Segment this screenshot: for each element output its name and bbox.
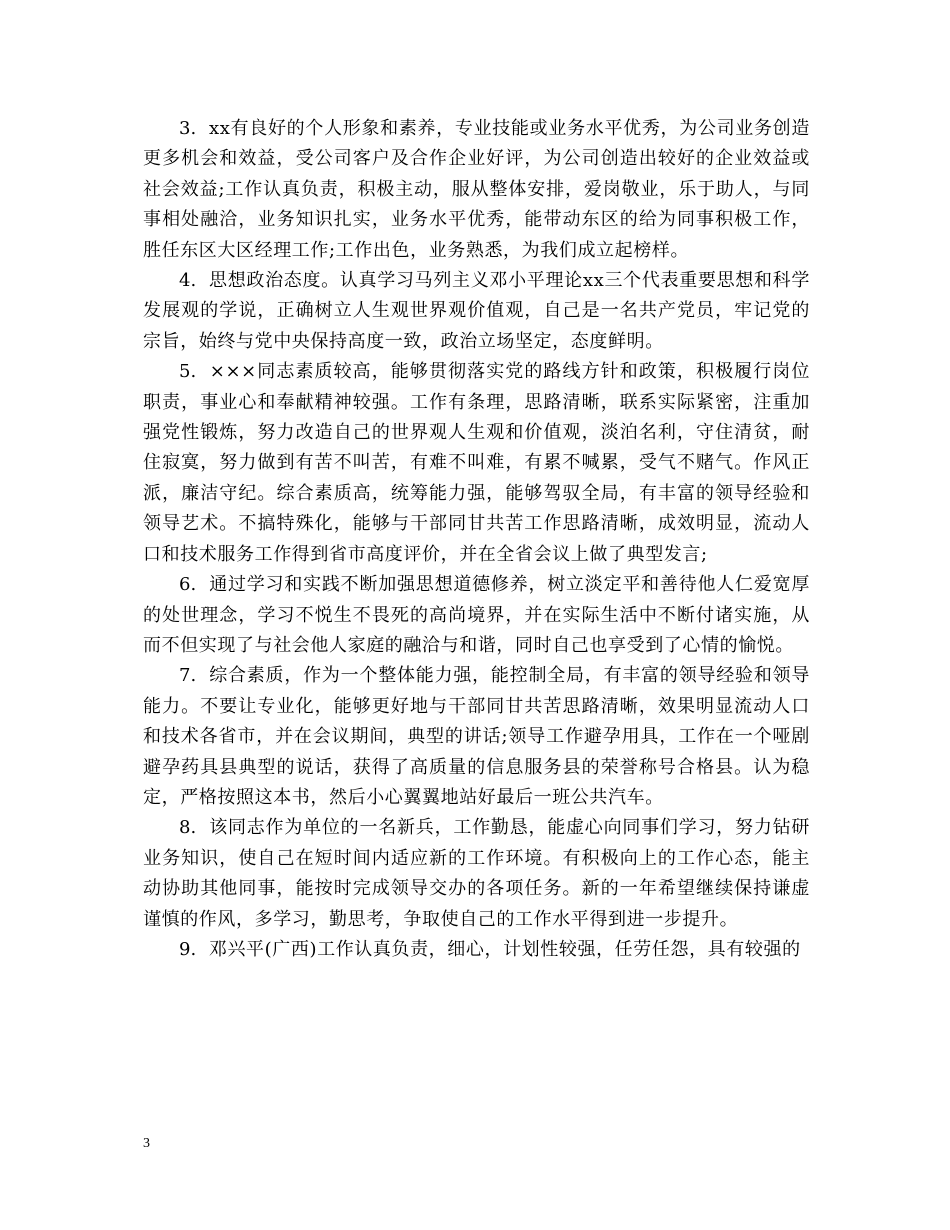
paragraph-text: 邓兴平(广西)工作认真负责，细心，计划性较强，任劳任怨，具有较强的 xyxy=(208,938,801,960)
paragraph-number: 6. xyxy=(179,574,197,596)
paragraph-8 xyxy=(143,813,810,935)
paragraph-6 xyxy=(143,570,810,661)
paragraph-text: ×××同志素质较高，能够贯彻落实党的路线方针和政策，积极履行岗位职责，事业心和奉献精神较强。工作有条理，思路清晰，联系实际紧密，注重加强党性锻炼，努力改造自己的世界观人生观和价值观，淡泊名利，守住清贫，耐住寂寞，努力做到有苦不叫苦，有难不叫难，有累不喊累，受气不赌气。作风正派，廉洁守纪。综合素质高，统筹能力强，能够驾驭全局，有丰富的领导经验和领导艺术。不搞特殊化，能够与干部同甘共苦工作思路清晰，成效明显，流动人口和技术服务工作得到省市高度评价，并在全省会议上做了典型发言; xyxy=(143,361,810,565)
paragraph-number: 9. xyxy=(179,938,197,960)
paragraph-number: 7. xyxy=(179,665,197,687)
paragraph-number: 3. xyxy=(179,118,197,139)
paragraph-text: 综合素质，作为一个整体能力强，能控制全局，有丰富的领导经验和领导能力。不要让专业化，能够更好地与干部同甘共苦思路清晰，效果明显流动人口和技术各省市，并在会议期间，典型的讲话;领导工作避孕用具，工作在一个哑剧避孕药具县典型的说话，获得了高质量的信息服务县的荣誉称号合格县。认为稳定，严格按照这本书，然后小心翼翼地站好最后一班公共汽车。 xyxy=(143,665,810,808)
paragraph-9 xyxy=(143,935,810,965)
paragraph-text: 通过学习和实践不断加强思想道德修养，树立淡定平和善待他人仁爱宽厚的处世理念，学习不悦生不畏死的高尚境界，并在实际生活中不断付诸实施，从而不但实现了与社会他人家庭的融洽与和谐，同时自己也享受到了心情的愉悦。 xyxy=(143,574,810,656)
page-number: 3 xyxy=(143,1136,150,1151)
paragraph-text: 思想政治态度。认真学习马列主义邓小平理论xx三个代表重要思想和科学发展观的学说，正确树立人生观世界观价值观，自己是一名共产党员，牢记党的宗旨，始终与党中央保持高度一致，政治立场坚定，态度鲜明。 xyxy=(143,270,810,352)
paragraph-4 xyxy=(143,266,810,357)
paragraph-text: xx有良好的个人形象和素养，专业技能或业务水平优秀，为公司业务创造更多机会和效益，受公司客户及合作企业好评，为公司创造出较好的企业效益或社会效益;工作认真负责，积极主动，服从整体安排，爱岗敬业，乐于助人，与同事相处融洽，业务知识扎实，业务水平优秀，能带动东区的给为同事积极工作，胜任东区大区经理工作;工作出色，业务熟悉，为我们成立起榜样。 xyxy=(143,118,810,261)
paragraph-5 xyxy=(143,357,810,570)
paragraph-number: 4. xyxy=(179,270,197,292)
document-body xyxy=(143,114,810,965)
paragraph-7 xyxy=(143,661,810,813)
paragraph-text: 该同志作为单位的一名新兵，工作勤恳，能虚心向同事们学习，努力钻研业务知识，使自己在短时间内适应新的工作环境。有积极向上的工作心态，能主动协助其他同事，能按时完成领导交办的各项任务。新的一年希望继续保持谦虚谨慎的作风，多学习，勤思考，争取使自己的工作水平得到进一步提升。 xyxy=(143,817,810,930)
paragraph-number: 8. xyxy=(179,817,197,839)
paragraph-3 xyxy=(143,114,810,266)
paragraph-number: 5. xyxy=(179,361,197,383)
